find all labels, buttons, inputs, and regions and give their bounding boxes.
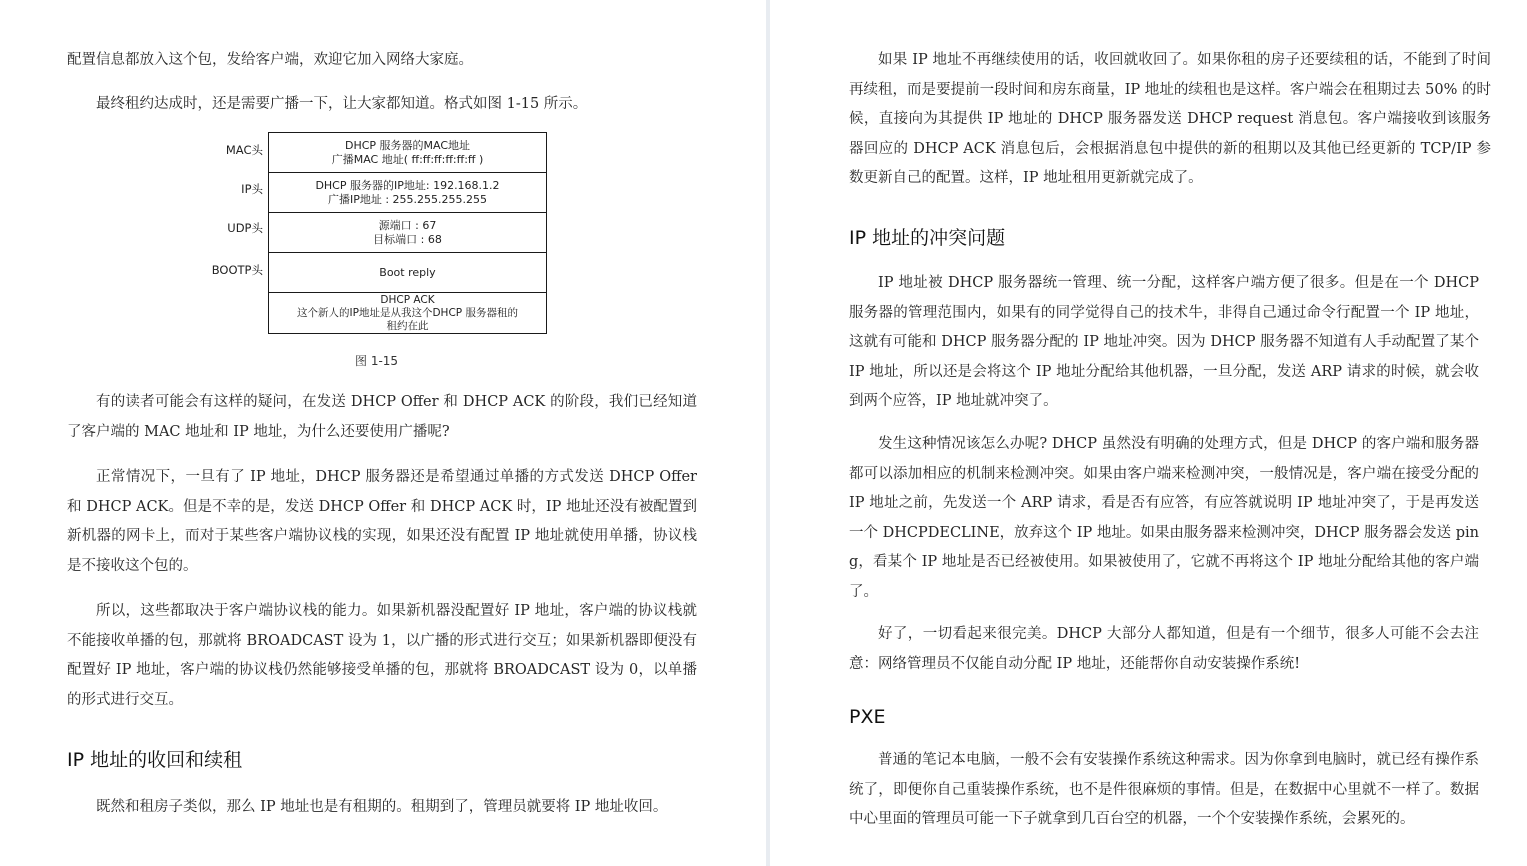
- figure-row-text: 广播MAC 地址( ff:ff:ff:ff:ff:ff ): [331, 152, 484, 166]
- paragraph: 配置信息都放入这个包，发给客户端，欢迎它加入网络大家庭。: [67, 52, 473, 68]
- paragraph: IP 地址被 DHCP 服务器统一管理、统一分配，这样客户端方便了很多。但是在一个 DHCP 服务器的管理范围内，如果有的同学觉得自己的技术牛，非得自己通过命令行配置一个 IP 地址，这就有可能和 DHCP 服务器分配的 IP 地址冲突。因为 DHCP 服务器不知道有人手动配置了某个 IP 地址，所以还是会将这个 IP 地址分配给其他机器，一旦分配，发送 ARP 请求的时候，就会收到两个应答，IP 地址就冲突了。: [849, 275, 1479, 409]
- paragraph: 普通的笔记本电脑，一般不会有安装操作系统这种需求。因为你拿到电脑时，就已经有操作系统了，即便你自己重装操作系统，也不是件很麻烦的事情。但是，在数据中心里就不一样了。数据中心里面的管理员可能一下子就拿到几百台空的机器，一个个安装操作系统，会累死的。: [849, 752, 1479, 827]
- figure-1-15: [205, 132, 550, 337]
- figure-row-bootp: [269, 253, 546, 293]
- figure-row-mac: [269, 133, 546, 173]
- paragraph: 最终租约达成时，还是需要广播一下，让大家都知道。格式如图 1-15 所示。: [96, 96, 588, 112]
- paragraph: 有的读者可能会有这样的疑问，在发送 DHCP Offer 和 DHCP ACK 的阶段，我们已经知道了客户端的 MAC 地址和 IP 地址，为什么还要使用广播呢?: [67, 394, 697, 440]
- figure-row-text: 源端口 : 67: [378, 218, 437, 232]
- figure-row-label: BOOTP头: [211, 263, 263, 277]
- figure-row-ip: [269, 173, 546, 213]
- figure-row-text: 这个新人的IP地址是从我这个DHCP 服务器租的: [297, 307, 518, 319]
- figure-row-text: 租约在此: [386, 320, 429, 332]
- figure-row-text: 广播IP地址 : 255.255.255.255: [327, 192, 488, 206]
- figure-row-text: DHCP ACK: [380, 294, 435, 306]
- packet-diagram: [268, 132, 547, 334]
- figure-row-udp: [269, 213, 546, 253]
- figure-row-label: IP头: [241, 182, 263, 196]
- figure-row-text: Boot reply: [379, 265, 436, 279]
- figure-row-label: UDP头: [227, 221, 263, 235]
- paragraph: 如果 IP 地址不再继续使用的话，收回就收回了。如果你租的房子还要续租的话，不能到了时间再续租，而是要提前一段时间和房东商量，IP 地址的续租也是这样。客户端会在租期过去 50% 的时候，直接向为其提供 IP 地址的 DHCP 服务器发送 DHCP request 消息包。客户端接收到该服务器回应的 DHCP ACK 消息包后，会根据消息包中提供的新的租期以及其他已经更新的 TCP/IP 参数更新自己的配置。这样，IP 地址租用更新就完成了。: [849, 52, 1491, 186]
- section-heading: IP 地址的收回和续租: [67, 749, 243, 771]
- figure-row-text: DHCP 服务器的MAC地址: [344, 138, 471, 152]
- figure-row-text: 目标端口 : 68: [373, 232, 442, 246]
- section-heading: PXE: [849, 706, 886, 728]
- section-heading: IP 地址的冲突问题: [849, 227, 1006, 249]
- paragraph: 发生这种情况该怎么办呢? DHCP 虽然没有明确的处理方式，但是 DHCP 的客户端和服务器都可以添加相应的机制来检测冲突。如果由客户端来检测冲突，一般情况是，客户端在接受分配的 IP 地址之前，先发送一个 ARP 请求，看是否有应答，有应答就说明 IP 地址冲突了，于是再发送一个 DHCPDECLINE，放弃这个 IP 地址。如果由服务器来检测冲突，DHCP 服务器会发送 ping，看某个 IP 地址是否已经被使用。如果被使用了，它就不再将这个 IP 地址分配给其他的客户端了。: [849, 436, 1479, 600]
- right-page: [770, 0, 1527, 866]
- paragraph: 既然和租房子类似，那么 IP 地址也是有租期的。租期到了，管理员就要将 IP 地址收回。: [96, 799, 668, 815]
- paragraph: 正常情况下，一旦有了 IP 地址，DHCP 服务器还是希望通过单播的方式发送 DHCP Offer 和 DHCP ACK。但是不幸的是，发送 DHCP Offer 和 DHCP ACK 时，IP 地址还没有被配置到新机器的网卡上，而对于某些客户端协议栈的实现，如果还没有配置 IP 地址就使用单播，协议栈是不接收这个包的。: [67, 469, 697, 574]
- figure-row-ack: [269, 293, 546, 334]
- figure-row-text: DHCP 服务器的IP地址: 192.168.1.2: [315, 178, 500, 192]
- figure-row-label: MAC头: [225, 143, 263, 157]
- paragraph: 好了，一切看起来很完美。DHCP 大部分人都知道，但是有一个细节，很多人可能不会去注意：网络管理员不仅能自动分配 IP 地址，还能帮你自动安装操作系统!: [849, 626, 1479, 672]
- paragraph: 所以，这些都取决于客户端协议栈的能力。如果新机器没配置好 IP 地址，客户端的协议栈就不能接收单播的包，那就将 BROADCAST 设为 1，以广播的形式进行交互；如果新机器即便没有配置好 IP 地址，客户端的协议栈仍然能够接受单播的包，那就将 BROADCAST 设为 0，以单播的形式进行交互。: [67, 603, 697, 708]
- figure-caption: 图 1-15: [355, 354, 399, 368]
